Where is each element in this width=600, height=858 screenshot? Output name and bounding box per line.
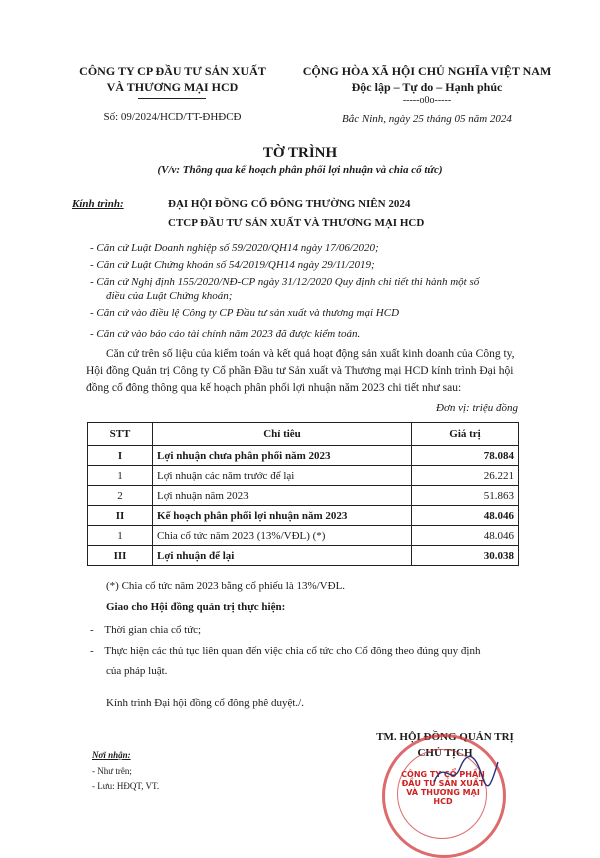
recipient-line2: CTCP ĐẦU TƯ SẢN XUẤT VÀ THƯƠNG MẠI HCD bbox=[168, 217, 425, 229]
signature-position: CHỦ TỊCH bbox=[417, 747, 473, 759]
legal-basis-item: - Căn cứ vào điều lệ Công ty CP Đầu tư sản xuất và thương mại HCD bbox=[90, 307, 400, 319]
row-stt: 1 bbox=[88, 526, 153, 546]
place-and-date: Bắc Ninh, ngày 25 tháng 05 năm 2024 bbox=[342, 113, 512, 125]
intro-line-2: Hội đồng Quản trị Công ty Cổ phần Đầu tư Sản xuất và Thương mại HCD kính trình Đại hội bbox=[86, 365, 514, 377]
row-value: 51.863 bbox=[412, 486, 519, 506]
legal-basis-item: - Căn cứ Luật Chứng khoán số 54/2019/QH14 ngày 29/11/2019; bbox=[90, 259, 375, 271]
row-value: 78.084 bbox=[412, 446, 519, 466]
recipient-line1: ĐẠI HỘI ĐỒNG CỔ ĐÔNG THƯỜNG NIÊN 2024 bbox=[168, 198, 411, 210]
row-stt: III bbox=[88, 546, 153, 566]
legal-basis-item: - Căn cứ vào báo cáo tài chính năm 2023 đã được kiểm toán. bbox=[90, 328, 361, 340]
handwritten-signature bbox=[430, 752, 500, 792]
recipient-item: - Như trên; bbox=[92, 766, 132, 776]
table-row bbox=[88, 446, 519, 466]
assignment-item-continuation: của pháp luật. bbox=[106, 665, 168, 677]
closing-sentence: Kính trình Đại hội đồng cổ đông phê duyệt./. bbox=[106, 697, 304, 709]
table-header-row bbox=[88, 423, 519, 446]
legal-basis-item: - Căn cứ Luật Doanh nghiệp số 59/2020/QH14 ngày 17/06/2020; bbox=[90, 242, 379, 254]
assignment-item: - Thực hiện các thủ tục liên quan đến việc chia cổ tức cho Cổ đông theo đúng quy định bbox=[90, 645, 481, 657]
unit-label: Đơn vị: triệu đồng bbox=[436, 402, 518, 414]
row-label: Lợi nhuận các năm trước để lại bbox=[153, 466, 412, 486]
header-indicator: Chỉ tiêu bbox=[153, 423, 412, 446]
row-label: Lợi nhuận chưa phân phối năm 2023 bbox=[153, 446, 412, 466]
row-value: 30.038 bbox=[412, 546, 519, 566]
table-row bbox=[88, 546, 519, 566]
national-motto: Độc lập – Tự do – Hạnh phúc bbox=[351, 80, 503, 94]
row-value: 48.046 bbox=[412, 526, 519, 546]
intro-line-1: Căn cứ trên số liệu của kiểm toán và kết quả hoạt động sản xuất kinh doanh của Công ty, bbox=[106, 348, 515, 360]
assignment-item: - Thời gian chia cổ tức; bbox=[90, 624, 202, 636]
company-name-line1: CÔNG TY CP ĐẦU TƯ SẢN XUẤT bbox=[79, 64, 266, 78]
table-row bbox=[88, 506, 519, 526]
profit-distribution-table bbox=[87, 422, 519, 566]
recipients-label: Nơi nhận: bbox=[92, 750, 131, 760]
seal-text: CÔNG TY CỔ PHẦN ĐẦU TƯ SẢN XUẤT VÀ THƯƠNG MẠI HCD bbox=[401, 770, 485, 806]
document-subject: (V/v: Thông qua kế hoạch phân phối lợi nhuận và chia cổ tức) bbox=[157, 164, 443, 176]
table-row bbox=[88, 526, 519, 546]
row-stt: 2 bbox=[88, 486, 153, 506]
document-title: TỜ TRÌNH bbox=[262, 145, 338, 161]
intro-line-3: đồng cổ đông thông qua kế hoạch phân phối lợi nhuận năm 2023 chi tiết như sau: bbox=[86, 382, 462, 394]
row-value: 26.221 bbox=[412, 466, 519, 486]
motto-divider: -----o0o----- bbox=[402, 95, 452, 106]
assignment-heading: Giao cho Hội đồng quản trị thực hiện: bbox=[106, 601, 286, 613]
table-row bbox=[88, 466, 519, 486]
header-left-underline bbox=[138, 98, 206, 99]
national-title: CỘNG HÒA XÃ HỘI CHỦ NGHĨA VIỆT NAM bbox=[302, 64, 552, 78]
recipient-item: - Lưu: HĐQT, VT. bbox=[92, 781, 160, 791]
document-number: Số: 09/2024/HCD/TT-ĐHĐCĐ bbox=[103, 111, 242, 123]
legal-basis-continuation: điều của Luật Chứng khoán; bbox=[106, 290, 233, 302]
row-stt: 1 bbox=[88, 466, 153, 486]
recipient-label: Kính trình: bbox=[72, 198, 124, 210]
row-label: Chia cổ tức năm 2023 (13%/VĐL) (*) bbox=[153, 526, 412, 546]
row-value: 48.046 bbox=[412, 506, 519, 526]
row-label: Lợi nhuận năm 2023 bbox=[153, 486, 412, 506]
dividend-note: (*) Chia cổ tức năm 2023 bằng cổ phiếu là 13%/VĐL. bbox=[106, 580, 346, 592]
header-stt: STT bbox=[88, 423, 153, 446]
company-name-line2: VÀ THƯƠNG MẠI HCD bbox=[106, 80, 239, 94]
legal-basis-item: - Căn cứ Nghị định 155/2020/NĐ-CP ngày 31/12/2020 Quy định chi tiết thi hành một số bbox=[90, 276, 480, 288]
row-stt: II bbox=[88, 506, 153, 526]
row-label: Kế hoạch phân phối lợi nhuận năm 2023 bbox=[153, 506, 412, 526]
header-value: Giá trị bbox=[412, 423, 519, 446]
table-row bbox=[88, 486, 519, 506]
row-label: Lợi nhuận để lại bbox=[153, 546, 412, 566]
row-stt: I bbox=[88, 446, 153, 466]
signature-title: TM. HỘI ĐỒNG QUẢN TRỊ bbox=[376, 731, 514, 743]
